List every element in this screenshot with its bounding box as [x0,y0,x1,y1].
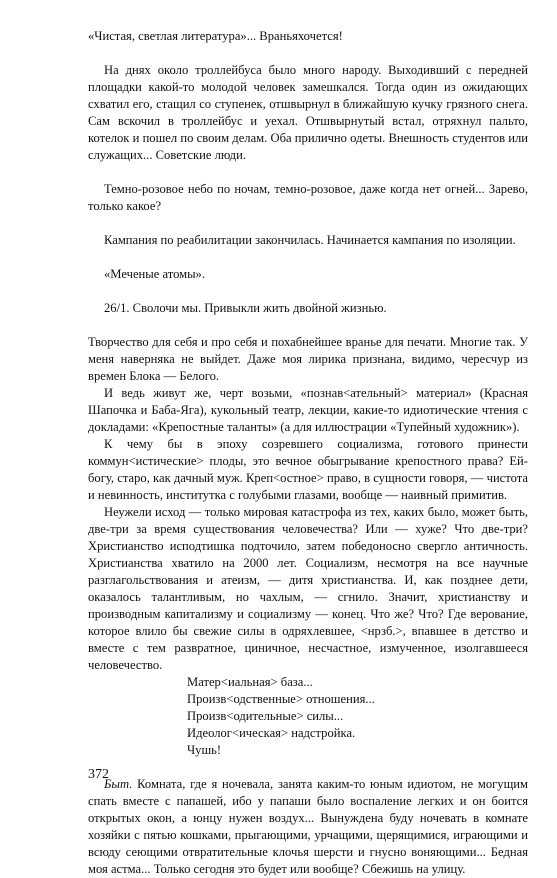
page-body [88,28,528,878]
paragraph-marked-atoms: «Меченые атомы». [104,267,206,281]
page-number: 372 [88,767,109,782]
paragraph-creativity: Творчество для себя и про себя и похабнейшее вранье для печати. Многие так. У меня наверняка не выйдет. Даже моя лирика признана, видимо, чересчур из времен Блока — Белого. [88,335,528,383]
paragraph-trolleybus: На днях около троллейбуса было много народу. Выходивший с передней площадки какой-то молодой человек замешкался. Тогда один из ожидающих схватил его, стащил со ступенек, отшвырнул в ближайшую кучку грязного снега. Сам вскочил в троллейбус и уехал. Отшвырнутый встал, отряхнул пальто, котелок и пошел по своим делам. Оба прилично одеты. Внешность студентов или служащих... Советские люди. [88,63,528,162]
paragraph-date-entry: 26/1. Сволочи мы. Привыкли жить двойной жизнью. [104,301,387,315]
paragraph-cognitive-material: И ведь живут же, черт возьми, «познав<ательный> материал» (Красная Шапочка и Баба-Яга), кукольный театр, лекции, какие-то идиотические чтения с докладами: «Крепостные таланты» (а для иллюстрации «Тупейный художник»). [88,386,528,434]
paragraph-daily-life-text: Комната, где я ночевала, занята каким-то юным идиотом, не могущим спать вместе с папашей, ибо у папаши было воспаление легких и он боится открытых окон, а юнцу нужен воздух... Вынуждена буду ночевать в комнате хозяйки с пятью кошками, прыгающими, урчащими, щерящимися, играющими и всюду сеющими отвратительные клочья шерсти и гнусно воняющими... Бедная моя астма... Только сегодня это будет или вообще? Сбежишь на улицу. [88,777,528,876]
verse-line: Идеолог<ическая> надстройка. [187,726,356,740]
verse-block [187,674,528,759]
verse-line: Произв<одственные> отношения... [187,692,375,706]
paragraph-campaign: Кампания по реабилитации закончилась. Начинается кампания по изоляции. [104,233,516,247]
paragraph-literature-quote: «Чистая, светлая литература»... Враньяхочется! [88,29,343,43]
paragraph-daily-life [88,776,528,878]
verse-line: Чушь! [187,743,222,757]
verse-line: Матер<иальная> база... [187,675,313,689]
paragraph-night-sky: Темно-розовое небо по ночам, темно-розовое, даже когда нет огней... Зарево, только какое? [88,182,528,213]
paragraph-serfdom: К чему бы в эпоху созревшего социализма, готового принести коммун<истические> плоды, это вечное обыгрывание крепостного права? Ей-богу, старо, как дачный муж. Креп<остное> право, в сущности говоря, — чистота и невинность, институтка с голубыми глазами, вообще — наивный примитив. [88,437,528,502]
paragraph-catastrophe: Неужели исход — только мировая катастрофа из тех, каких было, может быть, две-три за время существования человечества? Или — хуже? Что две-три? Христианство исподтишка подточило, затем победоносно свергло античность. Христианства хватило на 2000 лет. Социализм, несмотря на все научные разглагольствования и атеизм, — дитя христианства. И, как позднее дети, оказалось талантливым, но чахлым, — сгнило. Значит, христианству и производным капитализму и социализму — конец. Что же? Что? Где верование, которое влило бы свежие силы в одряхлевшее, <нрзб.>, впавшее в детство и вместе с тем развратное, циничное, несчастное, измученное, изолгавшееся человечество. [88,505,528,672]
paragraph-daily-life-lead: Быт. [104,777,133,791]
verse-line: Произв<одительные> силы... [187,709,344,723]
